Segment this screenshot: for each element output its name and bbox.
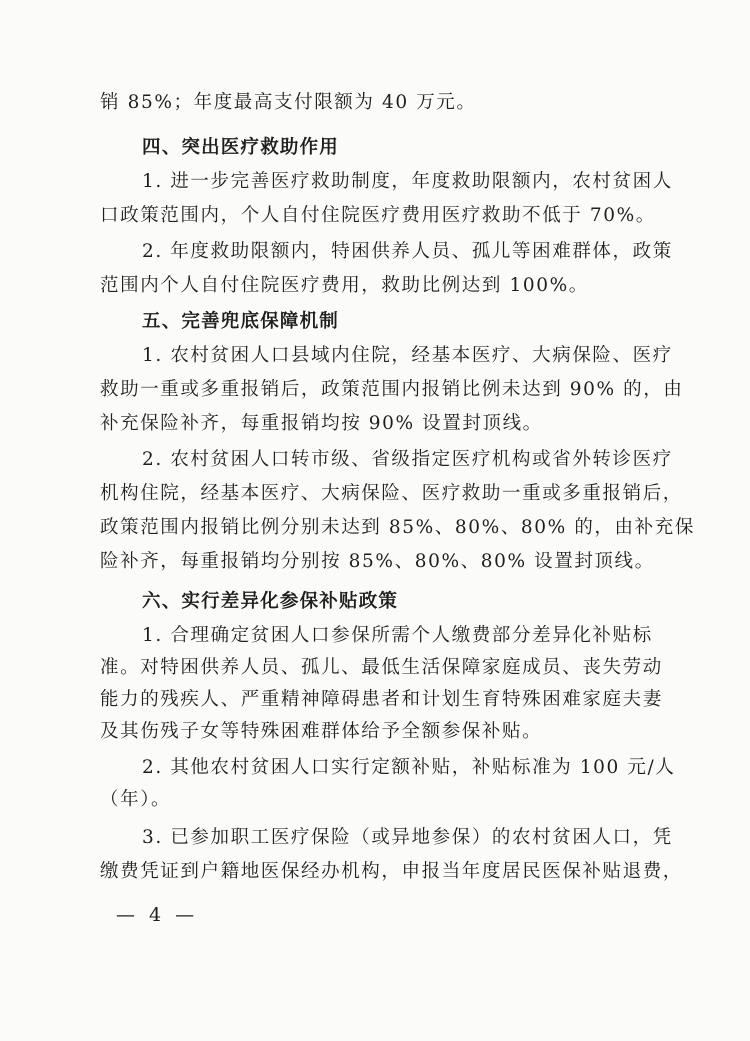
text-line: 1. 合理确定贫困人口参保所需个人缴费部分差异化补贴标 (142, 625, 653, 646)
text-line: 能力的残疾人、严重精神障碍患者和计划生育特殊困难家庭夫妻 (100, 689, 663, 710)
text-line: 救助一重或多重报销后，政策范围内报销比例未达到 90% 的，由 (100, 379, 684, 400)
section-heading-4: 四、突出医疗救助作用 (142, 137, 340, 158)
text-line: 政策范围内报销比例分别未达到 85%、80%、80% 的，由补充保 (100, 517, 695, 538)
text-line: 缴费凭证到户籍地医保经办机构，申报当年度居民医保补贴退费， (100, 861, 683, 882)
text-line: 3. 已参加职工医疗保险（或异地参保）的农村贫困人口，凭 (142, 827, 673, 848)
section-heading-6: 六、实行差异化参保补贴政策 (142, 591, 399, 612)
text-line: 2. 农村贫困人口转市级、省级指定医疗机构或省外转诊医疗 (142, 449, 673, 470)
text-line: 1. 进一步完善医疗救助制度，年度救助限额内，农村贫困人 (142, 171, 673, 192)
text-line: （年）。 (100, 789, 172, 810)
section-heading-5: 五、完善兜底保障机制 (142, 311, 340, 332)
text-line: 机构住院，经基本医疗、大病保险、医疗救助一重或多重报销后， (100, 483, 683, 504)
text-line: 销 85%；年度最高支付限额为 40 万元。 (100, 92, 477, 113)
text-line: 准。对特困供养人员、孤儿、最低生活保障家庭成员、丧失劳动 (100, 657, 663, 678)
text-line: 1. 农村贫困人口县域内住院，经基本医疗、大病保险、医疗 (142, 345, 673, 366)
text-line: 口政策范围内，个人自付住院医疗费用医疗救助不低于 70%。 (100, 205, 656, 226)
text-line: 及其伤残子女等特殊困难群体给予全额参保补贴。 (100, 721, 543, 742)
text-line: 2. 年度救助限额内，特困供养人员、孤儿等困难群体，政策 (142, 241, 673, 262)
text-line: 补充保险补齐，每重报销均按 90% 设置封顶线。 (100, 413, 543, 434)
text-line: 范围内个人自付住院医疗费用，救助比例达到 100%。 (100, 275, 589, 296)
page-number: — 4 — (116, 904, 199, 926)
text-line: 险补齐，每重报销均分别按 85%、80%、80% 设置封顶线。 (100, 551, 655, 572)
text-line: 2. 其他农村贫困人口实行定额补贴，补贴标准为 100 元/人 (142, 757, 676, 778)
